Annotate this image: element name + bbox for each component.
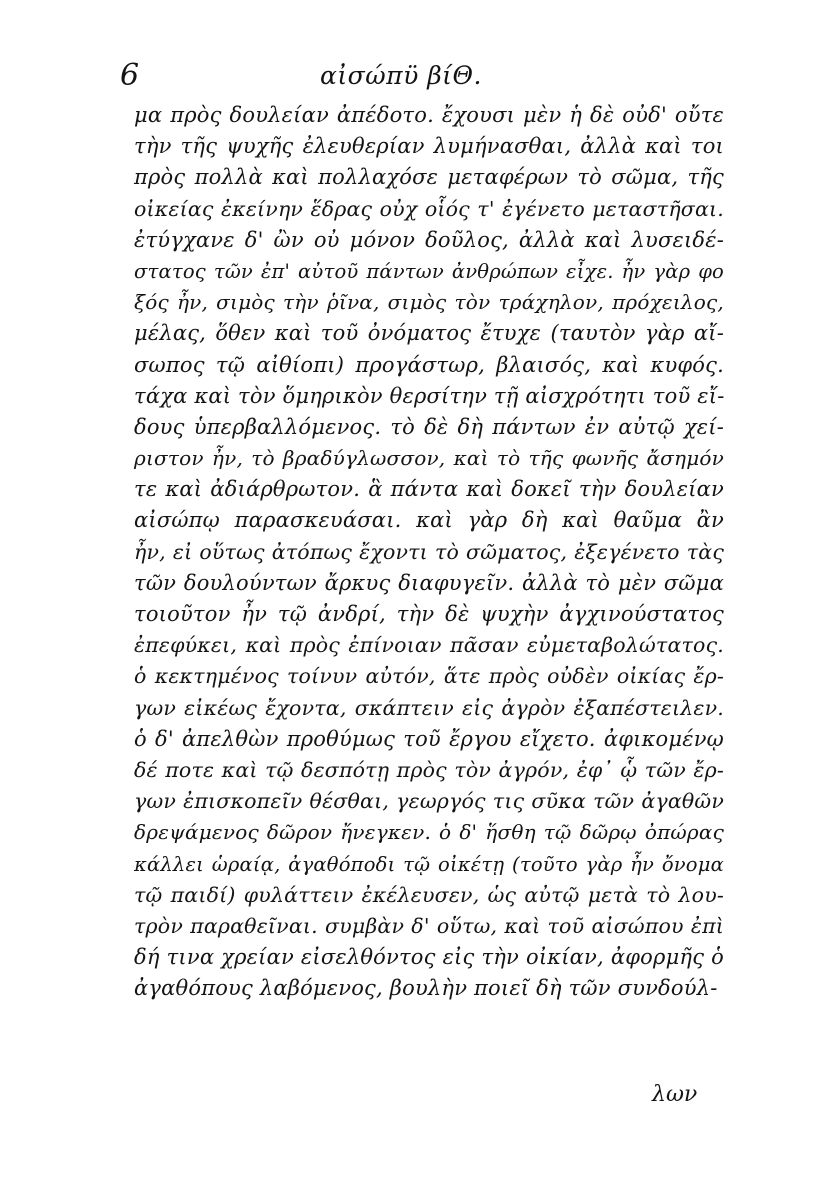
text-line: ξός ἦν, σιμὸς τὴν ῥῖνα, σιμὸς τὸν τράχηλον, πρόχειλος, bbox=[134, 290, 724, 315]
text-line: τῷ παιδί) φυλάττειν ἐκέλευσεν, ὡς αὐτῷ μετὰ τὸ λου- bbox=[134, 882, 724, 907]
catchword: λων bbox=[652, 1082, 698, 1107]
text-line: τῶν δουλούντων ἄρκυς διαφυγεῖν. ἀλλὰ τὸ μὲν σῶμα bbox=[134, 570, 724, 595]
text-line: τε καὶ ἀδιάρθρωτον. ἃ πάντα καὶ δοκεῖ τὴν δουλείαν bbox=[134, 477, 724, 502]
text-line: δους ὑπερβαλλόμενος. τὸ δὲ δὴ πάντων ἐν αὐτῷ χεί- bbox=[134, 414, 724, 439]
text-line: γων ἐπισκοπεῖν θέσθαι, γεωργός τις σῦκα τῶν ἀγαθῶν bbox=[134, 789, 724, 814]
text-line: δέ ποτε καὶ τῷ δεσπότῃ πρὸς τὸν ἀγρόν, ἐφ᾽ ᾧ τῶν ἔρ- bbox=[134, 757, 724, 782]
text-line: ἦν, εἰ οὕτως ἀτόπως ἔχοντι τὸ σῶματος, ἐξεγένετο τὰς bbox=[134, 539, 724, 564]
text-line: γων εἰκέως ἔχοντα, σκάπτειν εἰς ἀγρὸν ἐξαπέστειλεν. bbox=[134, 695, 724, 720]
greek-text-block bbox=[134, 100, 724, 1004]
text-line: στατος τῶν ἐπ' αὐτοῦ πάντων ἀνθρώπων εἶχε. ἦν γὰρ φο bbox=[134, 259, 724, 283]
text-line: μα πρὸς δουλείαν ἀπέδοτο. ἔχουσι μὲν ἡ δὲ οὐδ' οὔτε bbox=[134, 103, 724, 127]
running-title: αἰσώπϋ βίΘ. bbox=[320, 61, 482, 90]
text-line: τάχα καὶ τὸν ὅμηρικὸν θερσίτην τῇ αἰσχρότητι τοῦ εἴ- bbox=[134, 383, 725, 408]
text-line: ἐπεφύκει, καὶ πρὸς ἐπίνοιαν πᾶσαν εὐμεταβολώτατος. bbox=[134, 633, 724, 658]
text-line: αἰσώπῳ παρασκευάσαι. καὶ γὰρ δὴ καὶ θαῦμα ἂν bbox=[134, 508, 724, 533]
text-line: ὁ κεκτημένος τοίνυν αὐτόν, ἅτε πρὸς οὐδὲν οἰκίας ἔρ- bbox=[134, 664, 724, 689]
text-line: μέλας, ὅθεν καὶ τοῦ ὀνόματος ἔτυχε (ταυτὸν γὰρ αἴ- bbox=[134, 321, 724, 346]
text-line: κάλλει ὡραίᾳ, ἀγαθόποδι τῷ οἰκέτῃ (τοῦτο γὰρ ἦν ὄνομα bbox=[134, 852, 724, 876]
text-line: τοιοῦτον ἦν τῷ ἀνδρί, τὴν δὲ ψυχὴν ἀγχινούστατος bbox=[134, 602, 724, 626]
text-line: δρεψάμενος δῶρον ἤνεγκεν. ὁ δ' ἥσθη τῷ δῶρῳ ὀπώρας bbox=[134, 820, 724, 845]
text-line: ἀγαθόπους λαβόμενος, βουλὴν ποιεῖ δὴ τῶν συνδούλ- bbox=[134, 976, 718, 1001]
text-line: σωπος τῷ αἰθίοπι) προγάστωρ, βλαισός, καὶ κυφός. bbox=[134, 352, 724, 377]
text-line: ἐτύγχανε δ' ὢν οὐ μόνον δοῦλος, ἀλλὰ καὶ λυσειδέ- bbox=[134, 227, 724, 252]
running-head bbox=[120, 58, 740, 98]
text-line: δή τινα χρείαν εἰσελθόντος εἰς τὴν οἰκίαν, ἀφορμῆς ὁ bbox=[134, 945, 724, 970]
text-line: ριστον ἦν, τὸ βραδύγλωσσον, καὶ τὸ τῆς φωνῆς ἄσημόν bbox=[134, 446, 724, 471]
page-number: 6 bbox=[120, 58, 140, 93]
text-line: ὁ δ' ἀπελθὼν προθύμως τοῦ ἔργου εἴχετο. ἀφικομένῳ bbox=[134, 726, 724, 751]
text-line: τρὸν παραθεῖναι. συμβὰν δ' οὕτω, καὶ τοῦ αἰσώπου ἐπὶ bbox=[134, 913, 724, 938]
text-line: πρὸς πολλὰ καὶ πολλαχόσε μεταφέρων τὸ σῶμα, τῆς bbox=[134, 165, 724, 190]
text-line: οἰκείας ἐκείνην ἕδρας οὐχ οἷός τ' ἐγένετο μεταστῆσαι. bbox=[134, 196, 724, 221]
text-line: τὴν τῆς ψυχῆς ἐλευθερίαν λυμήνασθαι, ἀλλὰ καὶ τοι bbox=[134, 134, 724, 159]
